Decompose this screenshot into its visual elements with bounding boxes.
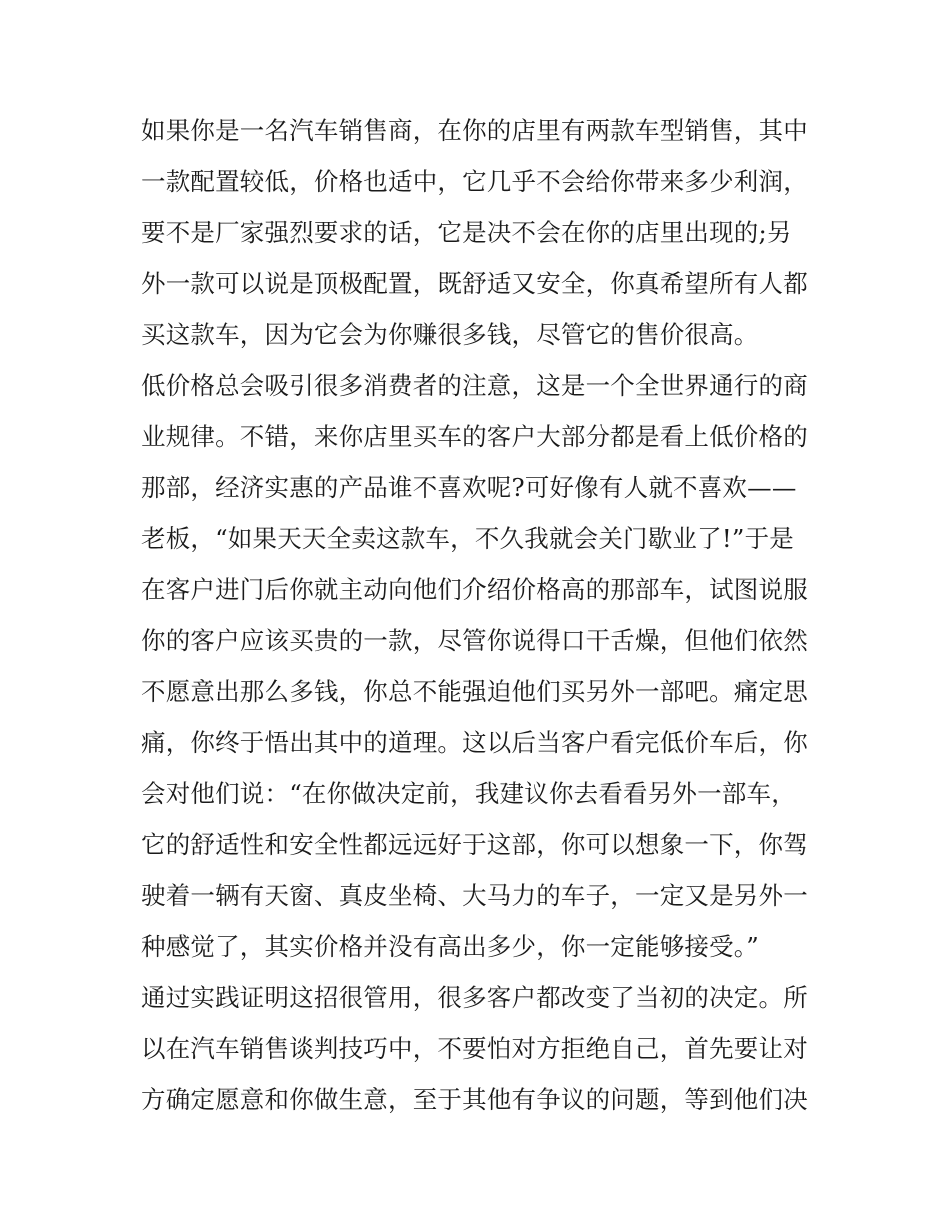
text-line: 老板，“如果天天全卖这款车，不久我就会关门歇业了!”于是 [141,524,794,553]
text-line: 低价格总会吸引很多消费者的注意，这是一个全世界通行的商 [141,371,808,400]
text-line: 它的舒适性和安全性都远远好于这部，你可以想象一下，你驾 [141,830,808,859]
text-line: 一款配置较低，价格也适中，它几乎不会给你带来多少利润， [141,167,808,196]
text-line: 通过实践证明这招很管用，很多客户都改变了当初的决定。所 [141,983,808,1012]
text-line: 那部，经济实惠的产品谁不喜欢呢?可好像有人就不喜欢—— [141,473,797,502]
text-line: 在客户进门后你就主动向他们介绍价格高的那部车，试图说服 [141,575,808,604]
text-line: 会对他们说：“在你做决定前，我建议你去看看另外一部车， [141,779,796,808]
text-line: 驶着一辆有天窗、真皮坐椅、大马力的车子，一定又是另外一 [141,881,808,910]
text-line: 业规律。不错，来你店里买车的客户大部分都是看上低价格的 [141,422,808,451]
text-line: 你的客户应该买贵的一款，尽管你说得口干舌燥，但他们依然 [141,626,808,655]
text-line: 痛，你终于悟出其中的道理。这以后当客户看完低价车后，你 [141,728,808,757]
text-line: 种感觉了，其实价格并没有高出多少，你一定能够接受。” [141,932,759,961]
text-line: 如果你是一名汽车销售商，在你的店里有两款车型销售，其中 [141,116,808,145]
text-line: 外一款可以说是顶极配置，既舒适又安全，你真希望所有人都 [141,269,808,298]
text-line: 方确定愿意和你做生意，至于其他有争议的问题，等到他们决 [141,1085,808,1114]
text-line: 不愿意出那么多钱，你总不能强迫他们买另外一部吧。痛定思 [141,677,808,706]
text-line: 以在汽车销售谈判技巧中，不要怕对方拒绝自己，首先要让对 [141,1034,808,1063]
text-line: 买这款车，因为它会为你赚很多钱，尽管它的售价很高。 [141,320,759,349]
body-text [141,105,841,1125]
text-line: 要不是厂家强烈要求的话，它是决不会在你的店里出现的;另 [141,218,792,247]
